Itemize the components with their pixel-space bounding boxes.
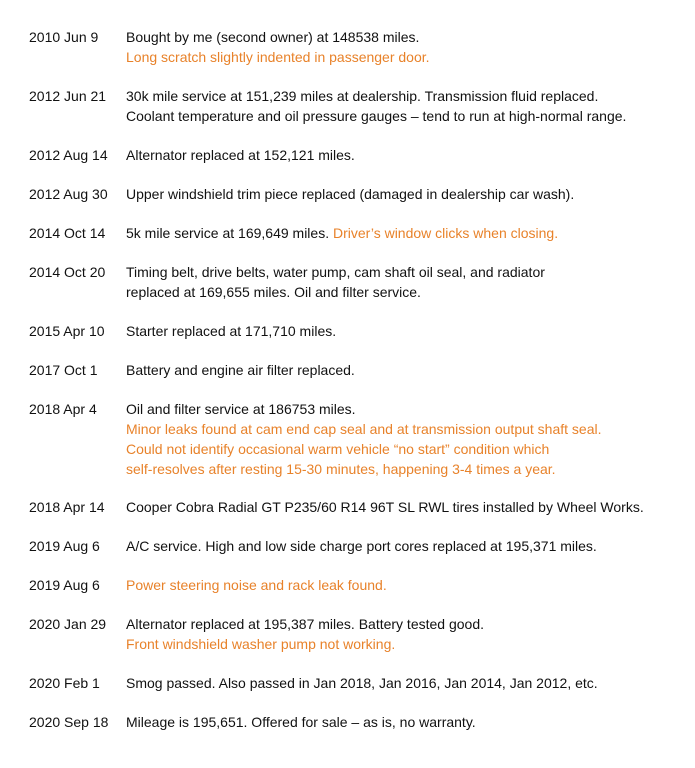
description-line <box>126 321 686 341</box>
entry-date: 2010 Jun 9 <box>29 29 99 45</box>
description-line <box>126 419 686 439</box>
entry-date: 2012 Jun 21 <box>29 88 107 104</box>
issue-note: Driver’s window clicks when closing. <box>332 225 559 241</box>
description-line <box>126 262 686 282</box>
description-line <box>126 497 686 517</box>
entry-description <box>126 497 686 517</box>
entry-description <box>126 575 686 595</box>
entry-date: 2018 Apr 4 <box>29 401 97 417</box>
description-line <box>126 634 686 654</box>
issue-note: Could not identify occasional warm vehicle “no start” condition which <box>126 441 550 457</box>
issue-note: Minor leaks found at cam end cap seal and at transmission output shaft seal. <box>126 421 602 437</box>
entry-description <box>126 86 686 126</box>
description-line <box>126 223 686 243</box>
entry-description <box>126 223 686 243</box>
description-line <box>126 360 686 380</box>
service-note: Upper windshield trim piece replaced (damaged in dealership car wash). <box>126 186 575 202</box>
service-note: Bought by me (second owner) at 148538 miles. <box>126 29 420 45</box>
description-line <box>126 184 686 204</box>
issue-note: Long scratch slightly indented in passenger door. <box>126 49 430 65</box>
entry-description <box>126 712 686 732</box>
entry-date: 2015 Apr 10 <box>29 323 105 339</box>
description-line <box>126 47 686 67</box>
entry-date: 2012 Aug 30 <box>29 186 108 202</box>
service-note: Oil and filter service at 186753 miles. <box>126 401 356 417</box>
description-line <box>126 536 686 556</box>
description-line <box>126 673 686 693</box>
entry-description <box>126 27 686 67</box>
entry-date: 2019 Aug 6 <box>29 577 100 593</box>
service-note: 30k mile service at 151,239 miles at dealership. Transmission fluid replaced. <box>126 88 599 104</box>
description-line <box>126 145 686 165</box>
service-note: Alternator replaced at 195,387 miles. Battery tested good. <box>126 616 484 632</box>
entry-date: 2017 Oct 1 <box>29 362 98 378</box>
service-note: Coolant temperature and oil pressure gauges – tend to run at high-normal range. <box>126 108 627 124</box>
service-note: Mileage is 195,651. Offered for sale – as is, no warranty. <box>126 714 476 730</box>
entry-date: 2012 Aug 14 <box>29 147 108 163</box>
service-note: Starter replaced at 171,710 miles. <box>126 323 337 339</box>
description-line <box>126 86 686 106</box>
issue-note: self-resolves after resting 15-30 minutes, happening 3-4 times a year. <box>126 461 556 477</box>
entry-description <box>126 536 686 556</box>
issue-note: Front windshield washer pump not working. <box>126 636 396 652</box>
entry-date: 2020 Sep 18 <box>29 714 109 730</box>
entry-description <box>126 321 686 341</box>
entry-date: 2014 Oct 14 <box>29 225 106 241</box>
description-line <box>126 399 686 419</box>
entry-description <box>126 673 686 693</box>
description-line <box>126 27 686 47</box>
entry-description <box>126 614 686 654</box>
description-line <box>126 712 686 732</box>
description-line <box>126 282 686 302</box>
entry-description <box>126 360 686 380</box>
service-note: Cooper Cobra Radial GT P235/60 R14 96T SL RWL tires installed by Wheel Works. <box>126 499 644 515</box>
entry-date: 2018 Apr 14 <box>29 499 105 515</box>
service-note: replaced at 169,655 miles. Oil and filter service. <box>126 284 421 300</box>
issue-note: Power steering noise and rack leak found. <box>126 577 387 593</box>
service-note: Smog passed. Also passed in Jan 2018, Jan 2016, Jan 2014, Jan 2012, etc. <box>126 675 598 691</box>
entry-date: 2020 Jan 29 <box>29 616 107 632</box>
entry-date: 2020 Feb 1 <box>29 675 100 691</box>
description-line <box>126 439 686 459</box>
service-note: 5k mile service at 169,649 miles. <box>126 225 333 241</box>
description-line <box>126 106 686 126</box>
service-note: Battery and engine air filter replaced. <box>126 362 355 378</box>
entry-date: 2019 Aug 6 <box>29 538 100 554</box>
description-line <box>126 614 686 634</box>
description-line <box>126 459 686 479</box>
service-note: A/C service. High and low side charge port cores replaced at 195,371 miles. <box>126 538 597 554</box>
entry-description <box>126 399 686 479</box>
service-note: Alternator replaced at 152,121 miles. <box>126 147 355 163</box>
entry-description <box>126 262 686 302</box>
service-note: Timing belt, drive belts, water pump, cam shaft oil seal, and radiator <box>126 264 545 280</box>
entry-date: 2014 Oct 20 <box>29 264 106 280</box>
entry-description <box>126 184 686 204</box>
entry-description <box>126 145 686 165</box>
description-line <box>126 575 686 595</box>
